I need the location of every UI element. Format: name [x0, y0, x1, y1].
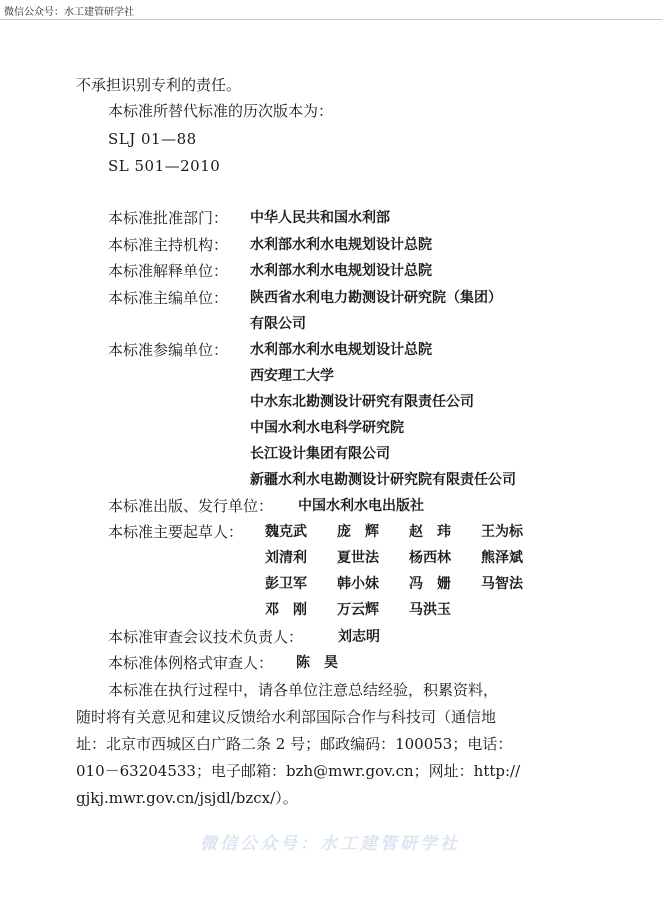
review-label: 本标准审查会议技术负责人：	[108, 628, 304, 646]
publisher-value: 中国水利水电出版社	[298, 498, 424, 514]
format-value: 陈 昊	[296, 655, 338, 671]
drafter-name: 冯 姗	[409, 576, 451, 592]
review-value: 刘志明	[338, 629, 380, 645]
partic-item: 西安理工大学	[250, 368, 334, 384]
drafter-name: 夏世法	[337, 550, 379, 566]
version-2: SL 501—2010	[108, 157, 221, 175]
drafter-name: 邓 刚	[265, 602, 307, 618]
partic-label: 本标准参编单位：	[108, 341, 229, 359]
interp-value: 水利部水利水电规划设计总院	[250, 263, 432, 279]
drafter-name: 马智法	[481, 576, 523, 592]
partic-item: 中水东北勘测设计研究有限责任公司	[250, 394, 474, 410]
intro-line-1: 不承担识别专利的责任。	[76, 76, 242, 94]
drafter-name: 赵 玮	[409, 524, 451, 540]
drafter-name: 魏克武	[265, 524, 307, 540]
host-value: 水利部水利水电规划设计总院	[250, 237, 432, 253]
notice-line: 本标准在执行过程中，请各单位注意总结经验，积累资料，	[108, 681, 499, 699]
drafter-name: 马洪玉	[409, 602, 451, 618]
notice-line: gjkj.mwr.gov.cn/jsjdl/bzcx/）。	[76, 789, 298, 807]
drafter-name: 刘清利	[265, 550, 307, 566]
format-label: 本标准体例格式审查人：	[108, 654, 274, 672]
interp-label: 本标准解释单位：	[108, 262, 229, 280]
chief-value-2: 有限公司	[250, 316, 306, 332]
partic-item: 长江设计集团有限公司	[250, 446, 390, 462]
notice-line: 010－63204533；电子邮箱：bzh@mwr.gov.cn；网址：http://	[76, 762, 521, 780]
chief-label: 本标准主编单位：	[108, 289, 229, 307]
version-1: SLJ 01—88	[108, 130, 197, 148]
drafter-name: 杨西林	[409, 550, 451, 566]
host-label: 本标准主持机构：	[108, 236, 229, 254]
intro-line-2: 本标准所替代标准的历次版本为：	[108, 102, 334, 120]
notice-line: 址：北京市西城区白广路二条 2 号；邮政编码：100053；电话：	[76, 735, 513, 753]
notice-line: 随时将有关意见和建议反馈给水利部国际合作与科技司（通信地	[76, 708, 497, 726]
partic-item: 新疆水利水电勘测设计研究院有限责任公司	[250, 472, 516, 488]
drafter-name: 熊泽斌	[481, 550, 523, 566]
publisher-label: 本标准出版、发行单位：	[108, 497, 274, 515]
footer-watermark: 微信公众号：水工建管研学社	[200, 834, 460, 854]
drafter-name: 彭卫军	[265, 576, 307, 592]
drafters-label: 本标准主要起草人：	[108, 523, 244, 541]
approve-value: 中华人民共和国水利部	[250, 210, 390, 226]
approve-label: 本标准批准部门：	[108, 209, 229, 227]
drafter-name: 韩小妹	[337, 576, 379, 592]
drafter-name: 王为标	[481, 524, 523, 540]
header-divider	[0, 19, 662, 20]
drafter-name: 庞 辉	[337, 524, 379, 540]
partic-item: 水利部水利水电规划设计总院	[250, 342, 432, 358]
drafter-name: 万云辉	[337, 602, 379, 618]
chief-value-1: 陕西省水利电力勘测设计研究院（集团）	[250, 290, 502, 306]
header-watermark: 微信公众号：水工建管研学社	[4, 7, 134, 18]
partic-item: 中国水利水电科学研究院	[250, 420, 404, 436]
